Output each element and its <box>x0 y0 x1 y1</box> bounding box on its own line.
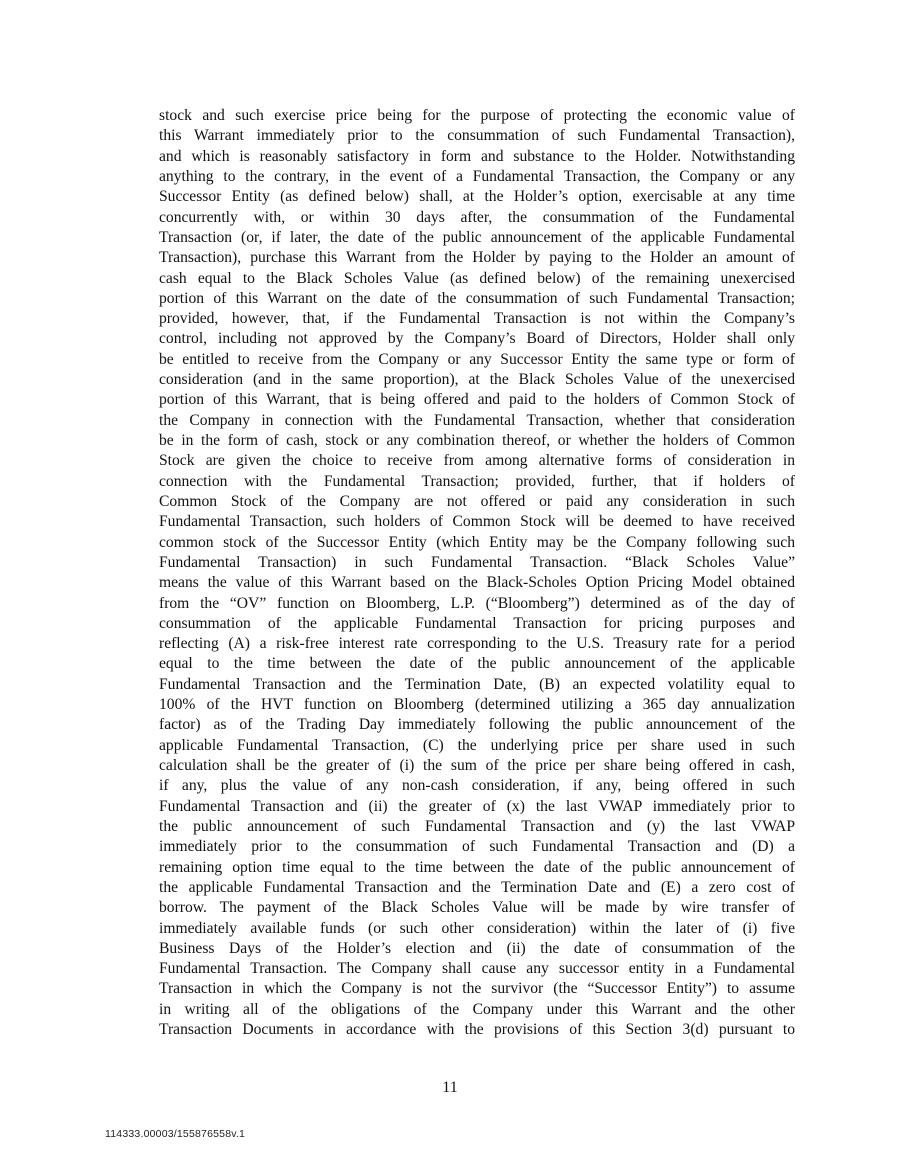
text-line: connection with the Fundamental Transaction; provided, further, that if holders of <box>159 472 795 490</box>
text-line: immediately available funds (or such other consideration) within the later of (i) five <box>159 919 795 937</box>
text-line: immediately prior to the consummation of such Fundamental Transaction and (D) a <box>159 838 795 856</box>
text-line: consummation of the applicable Fundamental Transaction for pricing purposes and <box>159 614 795 632</box>
text-line: if any, plus the value of any non-cash consideration, if any, being offered in such <box>159 777 795 795</box>
text-line: applicable Fundamental Transaction, (C) the underlying price per share used in such <box>159 736 795 754</box>
text-line: Successor Entity (as defined below) shall, at the Holder’s option, exercisable at any time <box>159 188 795 206</box>
text-line: Fundamental Transaction and the Termination Date, (B) an expected volatility equal to <box>159 675 795 693</box>
text-line: consideration (and in the same proportion), at the Black Scholes Value of the unexercised <box>159 371 795 389</box>
page-number: 11 <box>442 1079 458 1096</box>
text-line: remaining option time equal to the time between the date of the public announcement of <box>159 858 795 876</box>
text-line: the Company in connection with the Fundamental Transaction, whether that consideration <box>159 411 795 429</box>
body-paragraph <box>159 106 795 1040</box>
text-line: concurrently with, or within 30 days after, the consummation of the Fundamental <box>159 208 795 226</box>
text-line: anything to the contrary, in the event of a Fundamental Transaction, the Company or any <box>159 167 795 185</box>
text-line: be entitled to receive from the Company or any Successor Entity the same type or form of <box>159 350 795 368</box>
text-line: portion of this Warrant on the date of the consummation of such Fundamental Transaction; <box>159 289 795 307</box>
text-line: calculation shall be the greater of (i) the sum of the price per share being offered in cash, <box>159 757 795 774</box>
text-line: Business Days of the Holder’s election and (ii) the date of consummation of the <box>159 939 795 957</box>
text-line: Fundamental Transaction and (ii) the greater of (x) the last VWAP immediately prior to <box>159 797 795 815</box>
text-line: 100% of the HVT function on Bloomberg (determined utilizing a 365 day annualization <box>159 696 795 714</box>
text-line: cash equal to the Black Scholes Value (as defined below) of the remaining unexercised <box>159 269 795 287</box>
text-line: the public announcement of such Fundamental Transaction and (y) the last VWAP <box>159 817 795 835</box>
text-line: the applicable Fundamental Transaction and the Termination Date and (E) a zero cost of <box>159 878 795 896</box>
text-line: Fundamental Transaction. The Company shall cause any successor entity in a Fundamental <box>159 960 795 978</box>
text-line: and which is reasonably satisfactory in form and substance to the Holder. Notwithstanding <box>159 147 795 165</box>
text-line: Transaction), purchase this Warrant from the Holder by paying to the Holder an amount of <box>159 249 795 267</box>
text-line: from the “OV” function on Bloomberg, L.P. (“Bloomberg”) determined as of the day of <box>159 594 795 612</box>
text-line: control, including not approved by the Company’s Board of Directors, Holder shall only <box>159 330 795 348</box>
text-line: common stock of the Successor Entity (which Entity may be the Company following such <box>159 533 795 551</box>
text-line: borrow. The payment of the Black Scholes Value will be made by wire transfer of <box>159 899 795 917</box>
text-line: this Warrant immediately prior to the consummation of such Fundamental Transaction), <box>159 127 795 145</box>
text-line: provided, however, that, if the Fundamental Transaction is not within the Company’s <box>159 310 795 328</box>
text-line: Stock are given the choice to receive from among alternative forms of consideration in <box>159 452 795 470</box>
text-line: Transaction Documents in accordance with the provisions of this Section 3(d) pursuant to <box>159 1021 795 1039</box>
text-line: portion of this Warrant, that is being offered and paid to the holders of Common Stock of <box>159 391 795 409</box>
text-line: in writing all of the obligations of the Company under this Warrant and the other <box>159 1000 795 1018</box>
text-line: Transaction in which the Company is not the survivor (the “Successor Entity”) to assume <box>159 980 795 998</box>
text-line: Transaction (or, if later, the date of the public announcement of the applicable Fundamental <box>159 228 795 246</box>
text-line: means the value of this Warrant based on the Black-Scholes Option Pricing Model obtained <box>159 574 795 592</box>
text-line: factor) as of the Trading Day immediately following the public announcement of the <box>159 716 795 734</box>
text-line: Fundamental Transaction, such holders of Common Stock will be deemed to have received <box>159 513 795 531</box>
text-line: stock and such exercise price being for the purpose of protecting the economic value of <box>159 107 795 124</box>
text-line: Fundamental Transaction) in such Fundamental Transaction. “Black Scholes Value” <box>159 553 795 571</box>
document-id: 114333.00003/155876558v.1 <box>105 1128 246 1140</box>
text-line: equal to the time between the date of the public announcement of the applicable <box>159 655 795 673</box>
text-line: reflecting (A) a risk-free interest rate corresponding to the U.S. Treasury rate for a period <box>159 635 795 653</box>
text-line: be in the form of cash, stock or any combination thereof, or whether the holders of Common <box>159 432 795 449</box>
text-line: Common Stock of the Company are not offered or paid any consideration in such <box>159 492 795 510</box>
